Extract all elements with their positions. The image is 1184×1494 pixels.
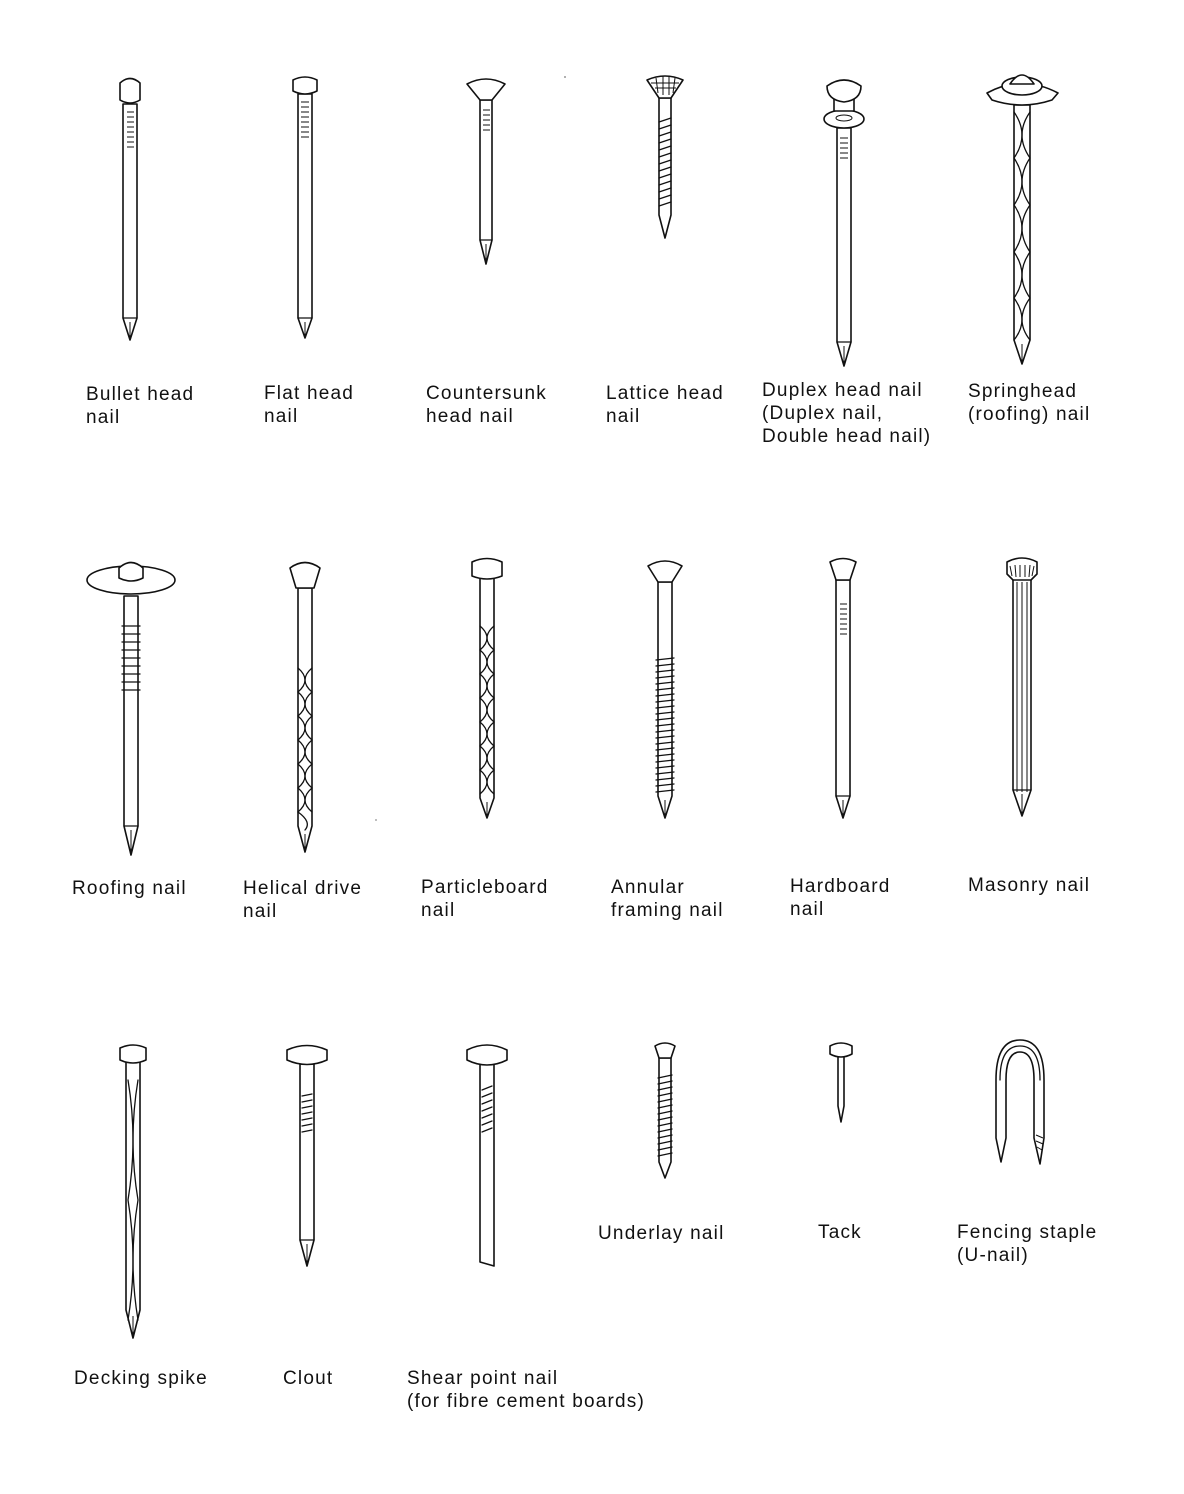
lattice-head-nail-illustration (647, 76, 683, 238)
label-springhead-nail: Springhead (roofing) nail (968, 381, 1091, 425)
underlay-nail-illustration (655, 1043, 675, 1178)
annular-framing-nail-illustration (648, 561, 682, 818)
label-masonry-nail: Masonry nail (968, 875, 1091, 896)
label-duplex-head-nail: Duplex head nail (Duplex nail, Double head nail) (762, 380, 932, 447)
bullet-head-nail-illustration (120, 79, 140, 341)
fencing-staple-illustration (996, 1040, 1044, 1164)
label-annular-framing-nail: Annular framing nail (611, 877, 724, 921)
tack-illustration (830, 1043, 852, 1122)
label-helical-drive-nail: Helical drive nail (243, 878, 363, 922)
countersunk-head-nail-illustration (467, 79, 505, 264)
label-clout: Clout (283, 1368, 334, 1389)
springhead-nail-illustration (987, 75, 1058, 364)
shear-point-nail-illustration (467, 1045, 507, 1266)
label-lattice-head-nail: Lattice head nail (606, 383, 724, 427)
flat-head-nail-illustration (293, 77, 317, 338)
hardboard-nail-illustration (830, 559, 856, 819)
label-hardboard-nail: Hardboard nail (790, 876, 891, 920)
label-shear-point-nail: Shear point nail (for fibre cement boards) (407, 1368, 646, 1412)
label-bullet-head-nail: Bullet head nail (86, 384, 195, 428)
speck (375, 819, 377, 821)
speck (564, 76, 566, 78)
label-roofing-nail: Roofing nail (72, 878, 187, 899)
label-underlay-nail: Underlay nail (598, 1223, 725, 1244)
label-flat-head-nail: Flat head nail (264, 383, 355, 427)
roofing-nail-illustration (87, 563, 175, 856)
helical-drive-nail-illustration (290, 563, 320, 853)
label-countersunk-head-nail: Countersunk head nail (426, 383, 547, 427)
duplex-head-nail-illustration (824, 80, 864, 366)
particleboard-nail-illustration (472, 559, 502, 819)
decking-spike-illustration (120, 1045, 146, 1338)
clout-illustration (287, 1046, 327, 1267)
masonry-nail-illustration (1007, 558, 1037, 816)
label-particleboard-nail: Particleboard nail (421, 877, 549, 921)
label-tack: Tack (818, 1222, 862, 1243)
label-fencing-staple: Fencing staple (U-nail) (957, 1222, 1098, 1266)
label-decking-spike: Decking spike (74, 1368, 208, 1389)
